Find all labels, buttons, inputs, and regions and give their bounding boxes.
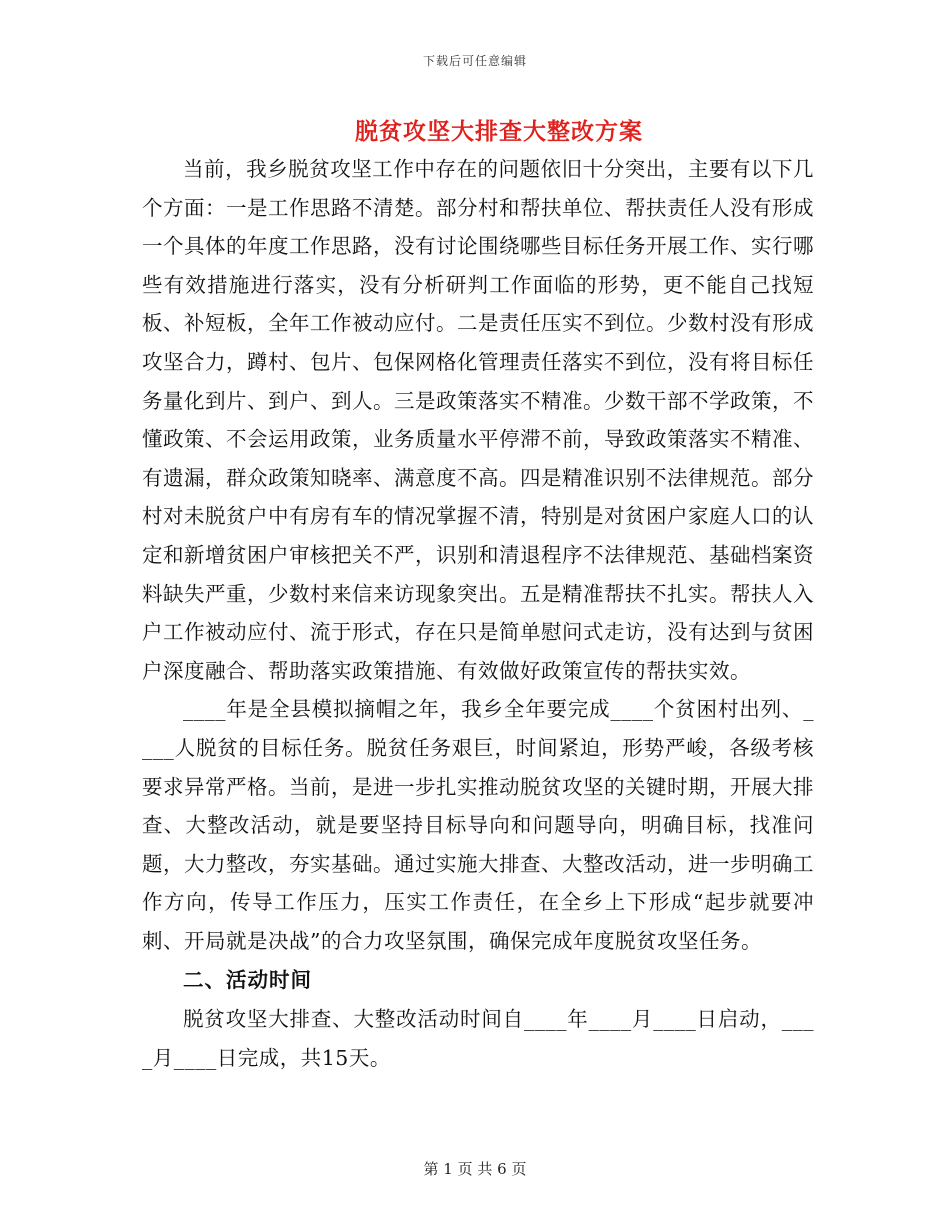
page-header-note: 下载后可任意编辑	[422, 54, 527, 68]
activity-time-paragraph: 脱贫攻坚大排查、大整改活动时间自____年____月____日启动，____月____日完成，共15天。	[142, 1007, 814, 1071]
document-body	[142, 150, 814, 1078]
section-heading-activity-time: 二、活动时间	[183, 968, 312, 993]
page-number: 第 1 页 共 6 页	[423, 1160, 527, 1178]
document-title: 脱贫攻坚大排查大整改方案	[355, 118, 643, 145]
intro-paragraph: 当前，我乡脱贫攻坚工作中存在的问题依旧十分突出，主要有以下几个方面：一是工作思路不清楚。部分村和帮扶单位、帮扶责任人没有形成一个具体的年度工作思路，没有讨论围绕哪些目标任务开展工作、实行哪些有效措施进行落实，没有分析研判工作面临的形势，更不能自己找短板、补短板，全年工作被动应付。二是责任压实不到位。少数村没有形成攻坚合力，蹲村、包片、包保网格化管理责任落实不到位，没有将目标任务量化到片、到户、到人。三是政策落实不精准。少数干部不学政策，不懂政策、不会运用政策，业务质量水平停滞不前，导致政策落实不精准、有遗漏，群众政策知晓率、满意度不高。四是精准识别不法律规范。部分村对未脱贫户中有房有车的情况掌握不清，特别是对贫困户家庭人口的认定和新增贫困户审核把关不严，识别和清退程序不法律规范、基础档案资料缺失严重，少数村来信来访现象突出。五是精准帮扶不扎实。帮扶人入户工作被动应付、流于形式，存在只是简单慰问式走访，没有达到与贫困户深度融合、帮助落实政策措施、有效做好政策宣传的帮扶实效。	[142, 157, 814, 683]
goal-paragraph: ____年是全县模拟摘帽之年，我乡全年要完成____个贫困村出列、____人脱贫的目标任务。脱贫任务艰巨，时间紧迫，形势严峻，各级考核要求异常严格。当前，是进一步扎实推动脱贫攻坚的关键时期，开展大排查、大整改活动，就是要坚持目标导向和问题导向，明确目标，找准问题，大力整改，夯实基础。通过实施大排查、大整改活动，进一步明确工作方向，传导工作压力，压实工作责任，在全乡上下形成“起步就要冲刺、开局就是决战”的合力攻坚氛围，确保完成年度脱贫攻坚任务。	[142, 697, 814, 953]
